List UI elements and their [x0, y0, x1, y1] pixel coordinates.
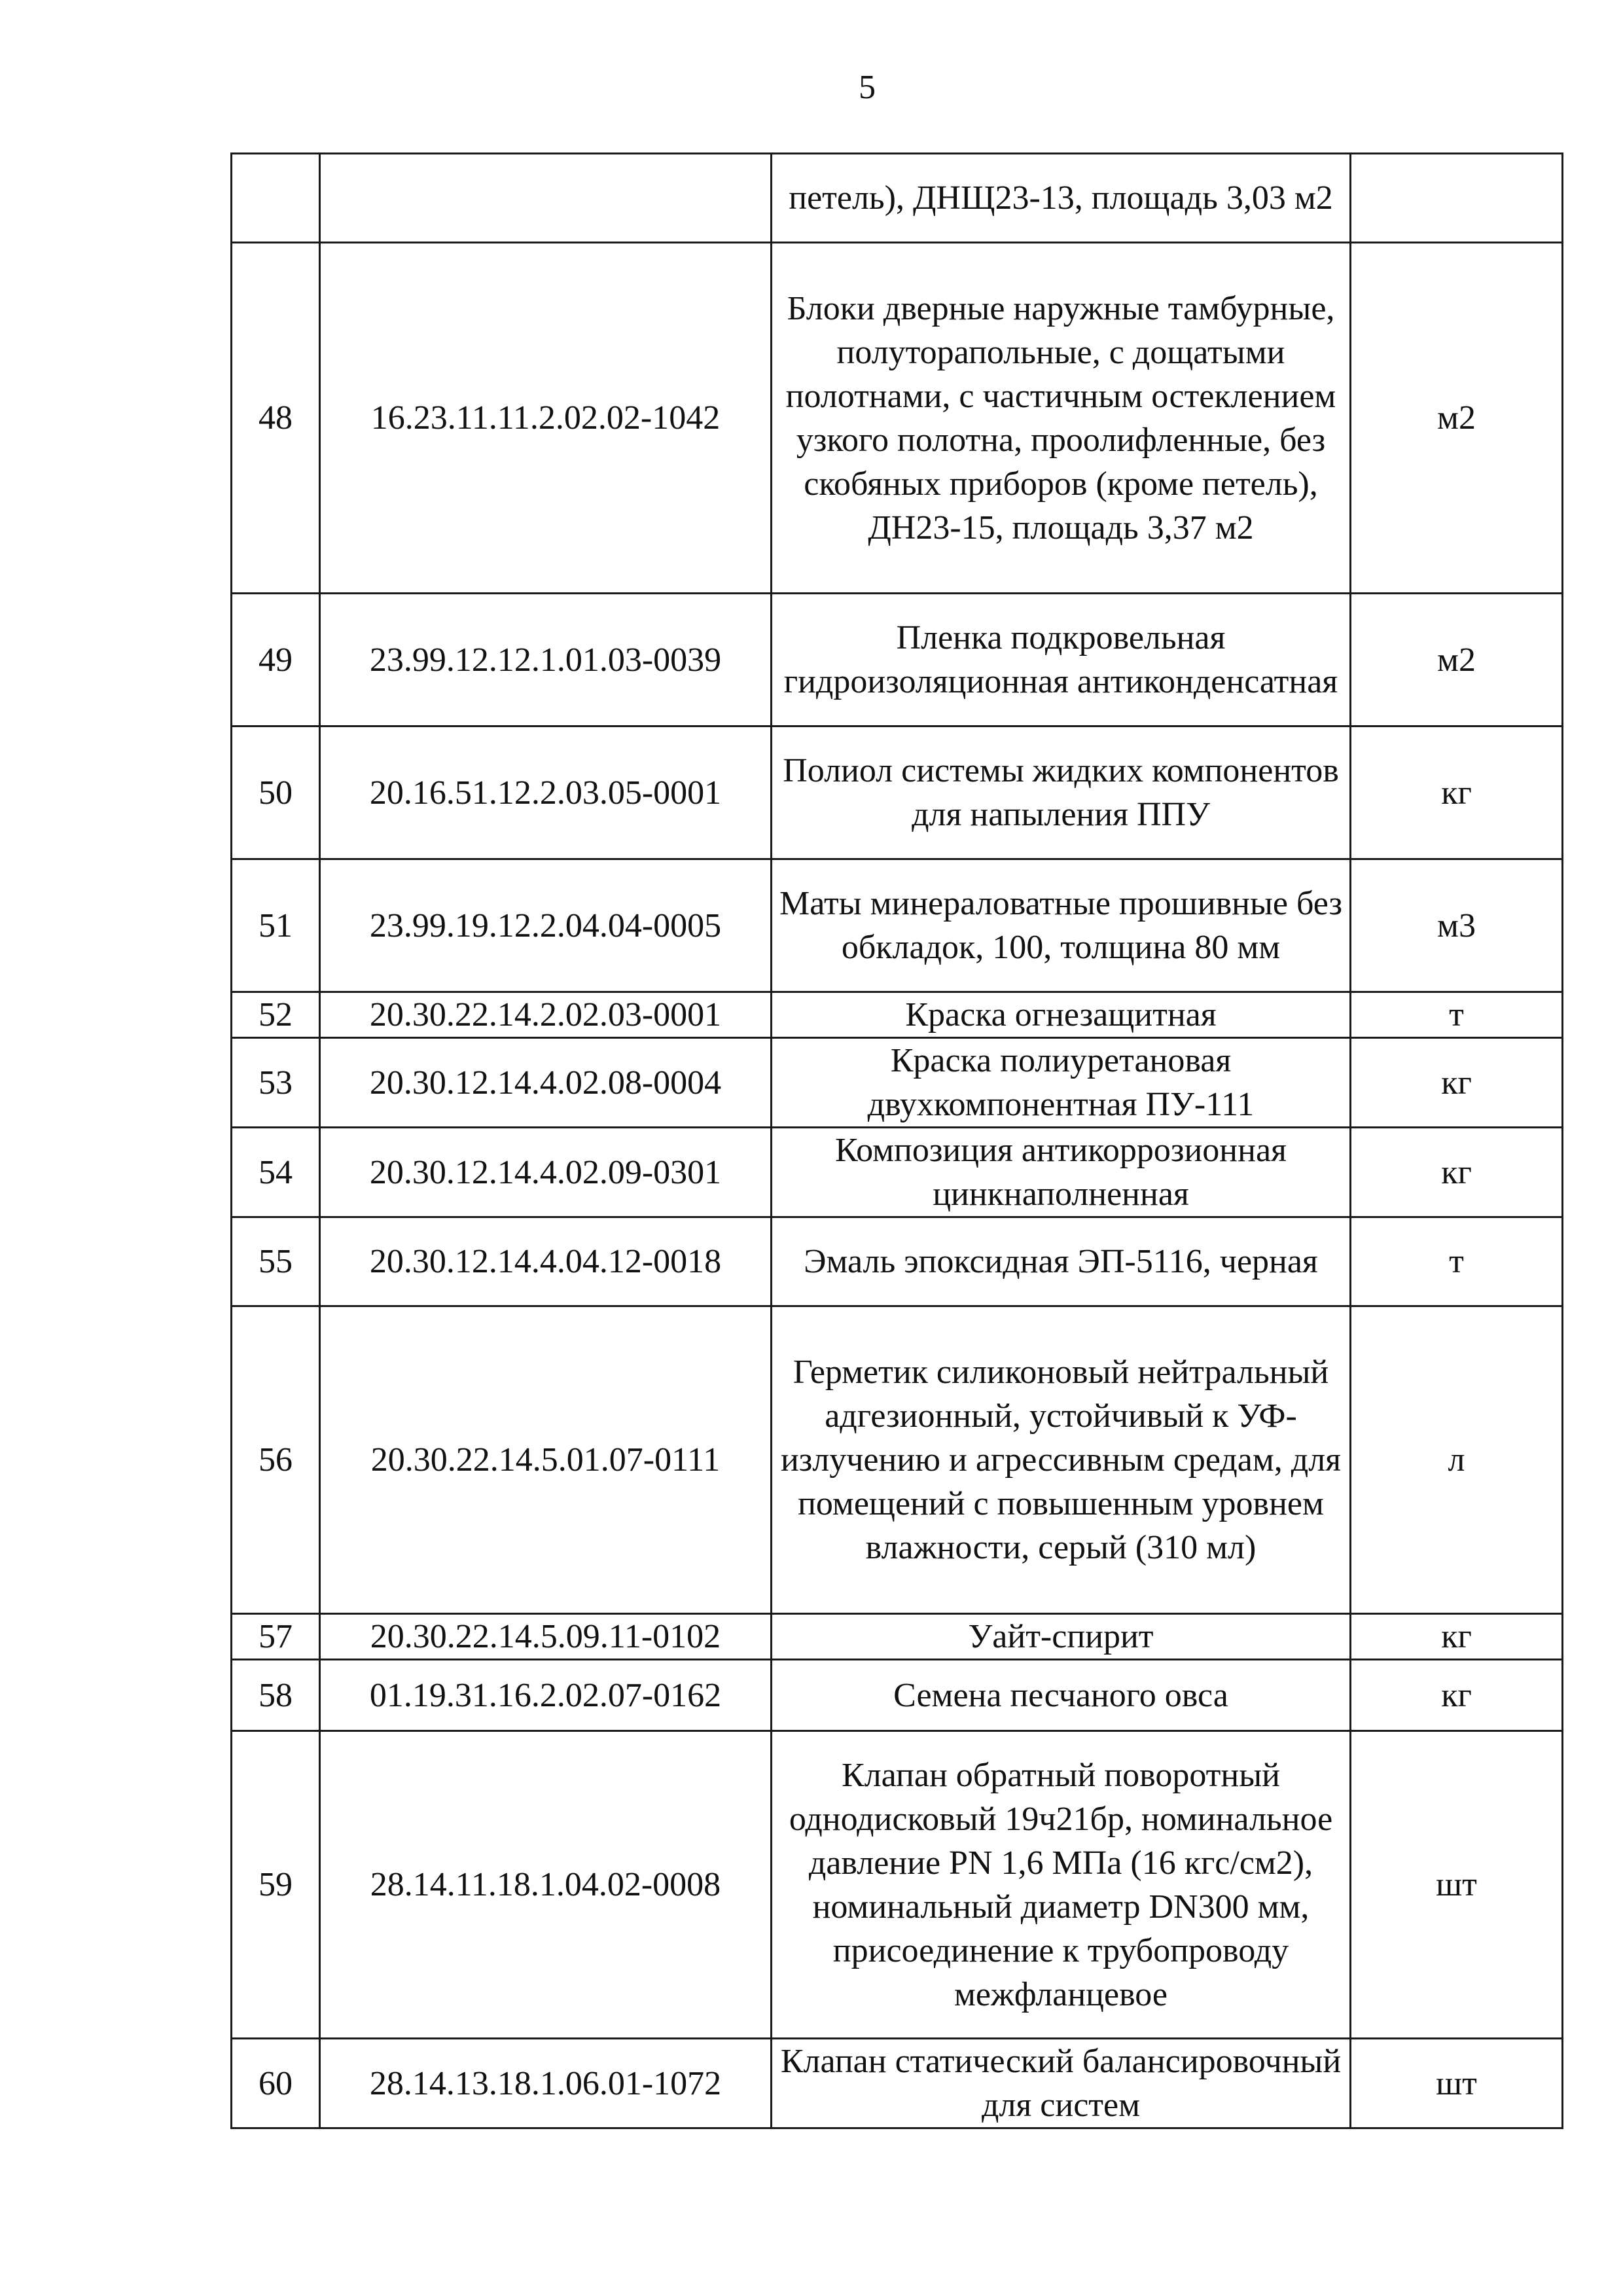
row-number: 55 — [232, 1217, 320, 1306]
resource-name: Пленка подкровельная гидроизоляционная антиконденсатная — [772, 594, 1351, 726]
unit: л — [1351, 1306, 1563, 1614]
resource-name: Полиол системы жидких компонентов для напыления ППУ — [772, 726, 1351, 859]
resource-code: 20.30.12.14.4.02.09-0301 — [320, 1128, 772, 1217]
unit: кг — [1351, 1038, 1563, 1128]
unit: м2 — [1351, 594, 1563, 726]
unit: кг — [1351, 1660, 1563, 1731]
resource-code: 01.19.31.16.2.02.07-0162 — [320, 1660, 772, 1731]
unit: кг — [1351, 726, 1563, 859]
resource-code: 28.14.11.18.1.04.02-0008 — [320, 1731, 772, 2039]
row-number: 51 — [232, 859, 320, 992]
unit: кг — [1351, 1128, 1563, 1217]
table-row — [232, 992, 1563, 1038]
table-row — [232, 859, 1563, 992]
resource-code: 23.99.19.12.2.04.04-0005 — [320, 859, 772, 992]
table-row — [232, 594, 1563, 726]
row-number: 58 — [232, 1660, 320, 1731]
row-number: 52 — [232, 992, 320, 1038]
resource-name: Клапан обратный поворотный однодисковый 19ч21бр, номинальное давление PN 1,6 МПа (16 кгс/см2), номинальный диаметр DN300 мм, присоединение к трубопроводу межфланцевое — [772, 1731, 1351, 2039]
unit: шт — [1351, 2039, 1563, 2128]
resource-name: Блоки дверные наружные тамбурные, полуторапольные, с дощатыми полотнами, с частичным остеклением узкого полотна, проолифленные, без скобяных приборов (кроме петель), ДН23-15, площадь 3,37 м2 — [772, 243, 1351, 594]
unit: м2 — [1351, 243, 1563, 594]
unit: т — [1351, 1217, 1563, 1306]
resource-code: 20.30.22.14.2.02.03-0001 — [320, 992, 772, 1038]
row-number: 50 — [232, 726, 320, 859]
row-number: 53 — [232, 1038, 320, 1128]
resource-name: петель), ДНЩ23-13, площадь 3,03 м2 — [772, 154, 1351, 243]
table-row — [232, 154, 1563, 243]
resource-name: Маты минераловатные прошивные без обкладок, 100, толщина 80 мм — [772, 859, 1351, 992]
resource-code: 16.23.11.11.2.02.02-1042 — [320, 243, 772, 594]
row-number — [232, 154, 320, 243]
table-row — [232, 2039, 1563, 2128]
table-row — [232, 1128, 1563, 1217]
row-number: 56 — [232, 1306, 320, 1614]
table-row — [232, 726, 1563, 859]
resource-code: 20.16.51.12.2.03.05-0001 — [320, 726, 772, 859]
unit: м3 — [1351, 859, 1563, 992]
table-row — [232, 243, 1563, 594]
resource-name: Клапан статический балансировочный для систем — [772, 2039, 1351, 2128]
resource-name: Эмаль эпоксидная ЭП-5116, черная — [772, 1217, 1351, 1306]
unit: шт — [1351, 1731, 1563, 2039]
resource-code: 23.99.12.12.1.01.03-0039 — [320, 594, 772, 726]
resource-name: Краска огнезащитная — [772, 992, 1351, 1038]
resource-name: Композиция антикоррозионная цинкнаполненная — [772, 1128, 1351, 1217]
row-number: 60 — [232, 2039, 320, 2128]
table-row — [232, 1614, 1563, 1660]
materials-table — [230, 152, 1563, 2129]
page-number: 5 — [859, 69, 876, 106]
table-row — [232, 1660, 1563, 1731]
resource-name: Семена песчаного овса — [772, 1660, 1351, 1731]
resource-code: 20.30.22.14.5.09.11-0102 — [320, 1614, 772, 1660]
resource-name: Краска полиуретановая двухкомпонентная ПУ-111 — [772, 1038, 1351, 1128]
resource-code: 20.30.22.14.5.01.07-0111 — [320, 1306, 772, 1614]
row-number: 59 — [232, 1731, 320, 2039]
table-row — [232, 1038, 1563, 1128]
resource-code: 28.14.13.18.1.06.01-1072 — [320, 2039, 772, 2128]
row-number: 49 — [232, 594, 320, 726]
resource-code: 20.30.12.14.4.02.08-0004 — [320, 1038, 772, 1128]
unit: т — [1351, 992, 1563, 1038]
row-number: 54 — [232, 1128, 320, 1217]
row-number: 57 — [232, 1614, 320, 1660]
resource-name: Уайт-спирит — [772, 1614, 1351, 1660]
table-row — [232, 1217, 1563, 1306]
resource-code — [320, 154, 772, 243]
resource-name: Герметик силиконовый нейтральный адгезионный, устойчивый к УФ-излучению и агрессивным средам, для помещений с повышенным уровнем влажности, серый (310 мл) — [772, 1306, 1351, 1614]
row-number: 48 — [232, 243, 320, 594]
table-row — [232, 1306, 1563, 1614]
resource-code: 20.30.12.14.4.04.12-0018 — [320, 1217, 772, 1306]
unit: кг — [1351, 1614, 1563, 1660]
table-row — [232, 1731, 1563, 2039]
unit — [1351, 154, 1563, 243]
